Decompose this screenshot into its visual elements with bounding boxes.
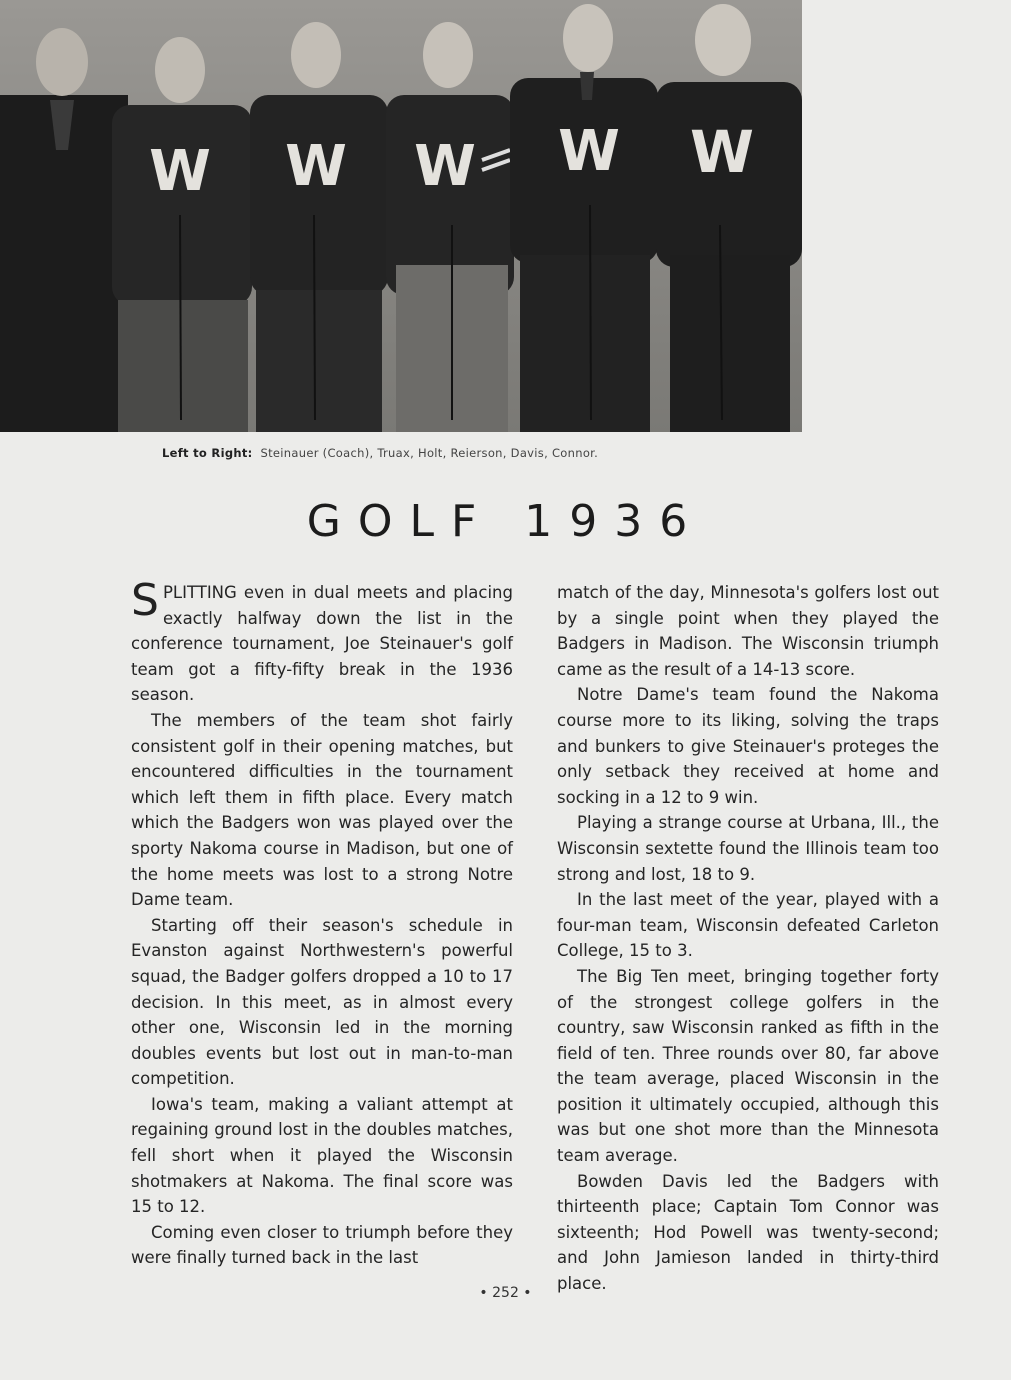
paragraph: The Big Ten meet, bringing together forty of the strongest college golfers in the country, saw Wisconsin ranked as fifth in the field of ten. Three rounds over 80, far above the team average, placed Wisconsin in the position it ultimately occupied, although this was but one shot more than the Minnesota team average. [557, 966, 939, 1166]
team-photo [0, 0, 802, 432]
article-column-right [557, 580, 939, 1297]
jersey-letter: W [414, 134, 476, 199]
paragraph: Playing a strange course at Urbana, Ill., the Wisconsin sextette found the Illinois team too strong and lost, 18 to 9. [557, 813, 939, 884]
page-title: GOLF 1936 [306, 496, 705, 547]
paragraph: In the last meet of the year, played with a four-man team, Wisconsin defeated Carleton College, 15 to 3. [557, 890, 939, 961]
paragraph: SPLITTING even in dual meets and placing exactly halfway down the list in the conference tournament, Joe Steinauer's golf team got a fifty-fifty break in the 1936 season. [131, 575, 513, 705]
paragraph: Bowden Davis led the Badgers with thirteenth place; Captain Tom Connor was sixteenth; Hod Powell was twenty-second; and John Jamieson landed in thirty-third place. [557, 1171, 939, 1294]
paragraph: The members of the team shot fairly consistent golf in their opening matches, but encountered difficulties in the tournament which left them in fifth place. Every match which the Badgers won was played over the sporty Nakoma course in Madison, but one of the home meets was lost to a strong Notre Dame team. [131, 710, 513, 910]
article-column-left [131, 575, 513, 1271]
paragraph: Starting off their season's schedule in Evanston against Northwestern's powerful squad, the Badger golfers dropped a 10 to 17 decision. In this meet, as in almost every other one, Wisconsin led in the morning doubles events but lost out in man-to-man competition. [131, 915, 513, 1089]
page-number: • 252 • [479, 1285, 532, 1301]
jersey-letter: W [558, 119, 620, 184]
caption-names: Steinauer (Coach), Truax, Holt, Reierson, Davis, Connor. [260, 446, 599, 460]
drop-cap: S [131, 575, 159, 626]
photo-caption [162, 446, 802, 460]
caption-lead: Left to Right: [162, 446, 253, 460]
paragraph: Iowa's team, making a valiant attempt at regaining ground lost in the doubles matches, fell short when it played the Wisconsin shotmakers at Nakoma. The final score was 15 to 12. [131, 1094, 513, 1217]
paragraph: Coming even closer to triumph before they were finally turned back in the last [131, 1222, 513, 1268]
jersey-letter: W [690, 118, 754, 186]
paragraph: match of the day, Minnesota's golfers lost out by a single point when they played the Badgers in Madison. The Wisconsin triumph came as the result of a 14-13 score. [557, 583, 939, 679]
team-photo-illustration [0, 0, 802, 432]
paragraph: Notre Dame's team found the Nakoma course more to its liking, solving the traps and bunkers to give Steinauer's proteges the only setback they received at home and socking in a 12 to 9 win. [557, 685, 939, 807]
jersey-letter: W [149, 139, 211, 204]
jersey-letter: W [285, 134, 347, 199]
